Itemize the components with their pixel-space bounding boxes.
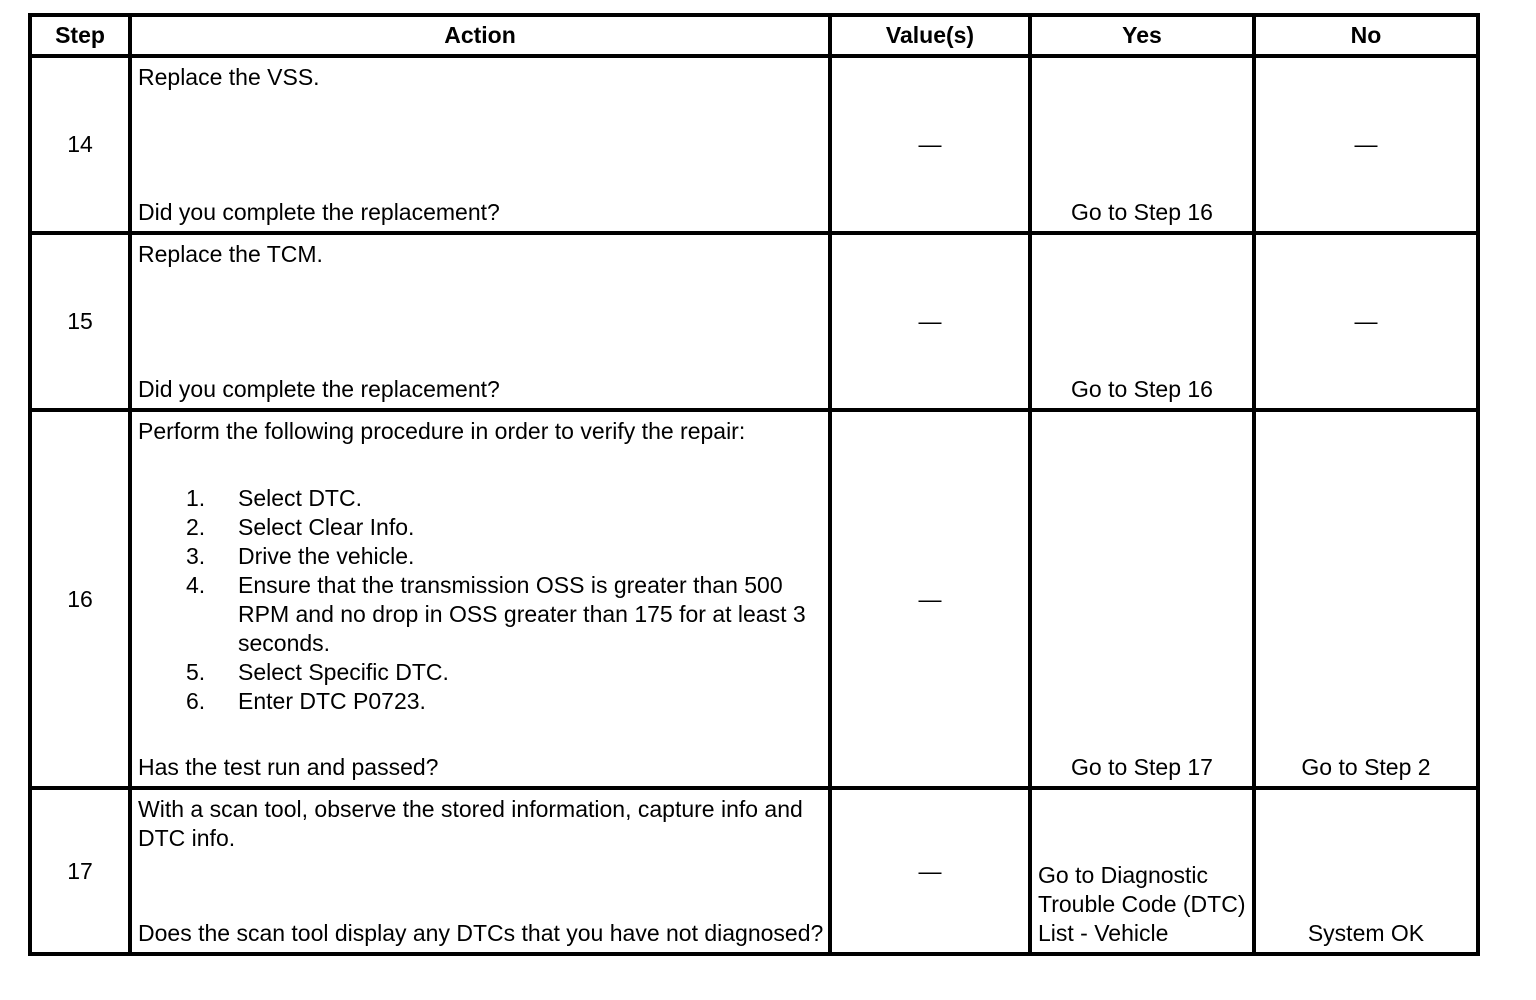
procedure-step-number: 5. <box>186 658 206 685</box>
procedure-list <box>138 484 824 716</box>
action-intro: Replace the TCM. <box>138 241 323 267</box>
yes-link[interactable]: Go to Step 16 <box>1030 56 1254 233</box>
no-link[interactable]: Go to Step 2 <box>1254 410 1478 788</box>
procedure-step <box>186 658 824 687</box>
value-cell: — <box>830 56 1030 233</box>
yes-link[interactable]: Go to Diagnostic Trouble Code (DTC) List - Vehicle <box>1030 788 1254 954</box>
procedure-step-text: Select Clear Info. <box>238 513 415 540</box>
yes-link[interactable]: Go to Step 17 <box>1030 410 1254 788</box>
action-question: Did you complete the replacement? <box>138 199 500 225</box>
value-cell: — <box>830 410 1030 788</box>
procedure-step-number: 1. <box>186 484 206 511</box>
table-row <box>30 56 1478 233</box>
action-cell <box>130 410 830 788</box>
procedure-step <box>186 484 824 513</box>
procedure-step-text: Enter DTC P0723. <box>238 687 426 714</box>
value-cell: — <box>830 233 1030 410</box>
procedure-step-number: 6. <box>186 687 206 714</box>
procedure-step <box>186 542 824 571</box>
action-question: Has the test run and passed? <box>138 754 439 780</box>
header-values: Value(s) <box>830 15 1030 56</box>
header-action: Action <box>130 15 830 56</box>
procedure-step-text: Select Specific DTC. <box>238 658 449 685</box>
table-row <box>30 233 1478 410</box>
step-number: 16 <box>30 410 130 788</box>
action-cell <box>130 788 830 954</box>
no-cell: — <box>1254 233 1478 410</box>
step-number: 17 <box>30 788 130 954</box>
diagnostic-table <box>28 13 1480 956</box>
action-intro: Perform the following procedure in order to verify the repair: <box>138 418 746 444</box>
procedure-step-text: Select DTC. <box>238 484 362 511</box>
action-cell <box>130 233 830 410</box>
action-cell <box>130 56 830 233</box>
action-intro: Replace the VSS. <box>138 64 320 90</box>
procedure-step-number: 4. <box>186 571 206 598</box>
action-question: Does the scan tool display any DTCs that you have not diagnosed? <box>138 920 824 946</box>
yes-link[interactable]: Go to Step 16 <box>1030 233 1254 410</box>
header-step: Step <box>30 15 130 56</box>
value-cell: — <box>830 788 1030 954</box>
procedure-step-number: 2. <box>186 513 206 540</box>
header-no: No <box>1254 15 1478 56</box>
step-number: 15 <box>30 233 130 410</box>
procedure-step-text: Drive the vehicle. <box>238 542 415 569</box>
procedure-step <box>186 687 824 716</box>
step-number: 14 <box>30 56 130 233</box>
no-result: System OK <box>1254 788 1478 954</box>
procedure-step-text: Ensure that the transmission OSS is greater than 500 RPM and no drop in OSS greater than 175 for at least 3 seconds. <box>238 571 806 656</box>
header-yes: Yes <box>1030 15 1254 56</box>
procedure-step-number: 3. <box>186 542 206 569</box>
header-row <box>30 15 1478 56</box>
action-intro: With a scan tool, observe the stored information, capture info and DTC info. <box>138 796 803 851</box>
procedure-step <box>186 513 824 542</box>
table-row <box>30 788 1478 954</box>
table-row <box>30 410 1478 788</box>
procedure-step <box>186 571 824 658</box>
action-question: Did you complete the replacement? <box>138 376 500 402</box>
no-cell: — <box>1254 56 1478 233</box>
